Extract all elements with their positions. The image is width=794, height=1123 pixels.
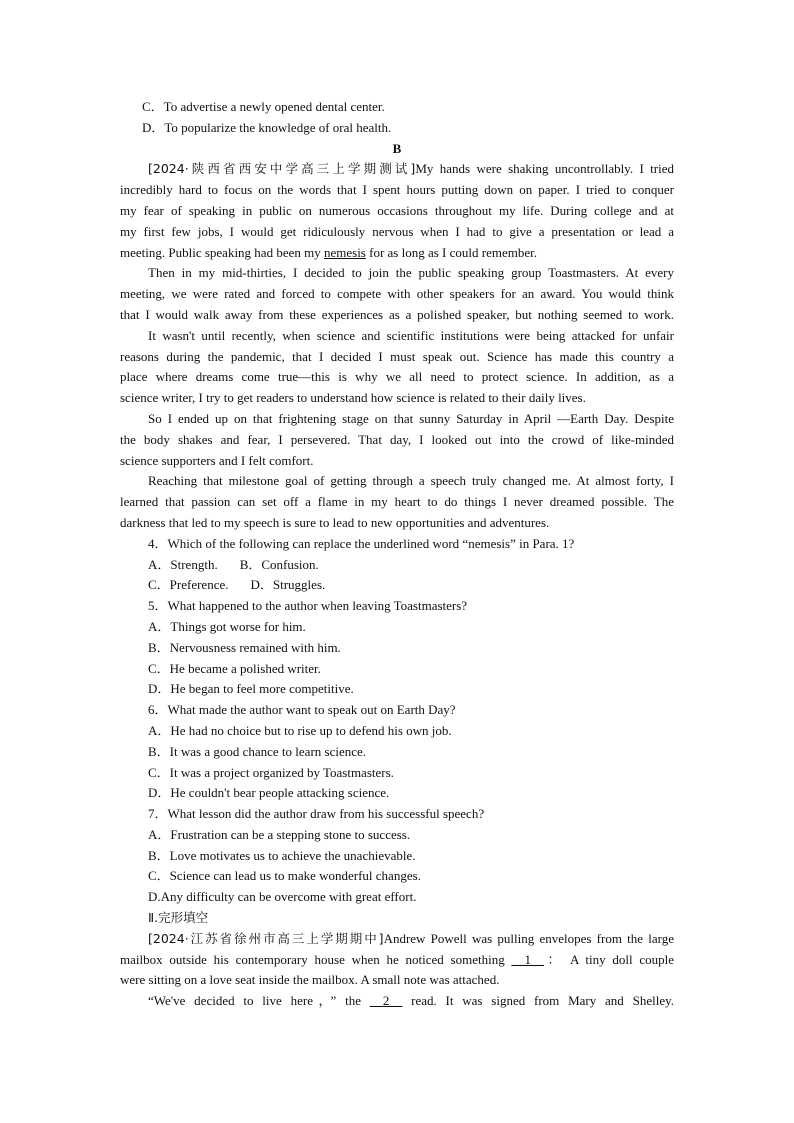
paragraph-2-line: Then in my mid-thirties, I decided to join the public speaking group Toastmasters. At every [148, 265, 674, 281]
section-b-heading: B [392, 140, 402, 156]
paragraph-1-line: [2024·陕西省西安中学高三上学期测试]My hands were shaking uncontrollably. I tried [148, 161, 674, 177]
question-stem: 6．What made the author want to speak out on Earth Day? [148, 702, 456, 718]
paragraph-4-line: science supporters and I felt comfort. [120, 452, 314, 468]
question-stem: 5．What happened to the author when leaving Toastmasters? [148, 598, 468, 614]
cloze-line: were sitting on a love seat inside the mailbox. A small note was attached. [120, 972, 500, 988]
cloze-line: “We've decided to live here，” the __2__ read. It was signed from Mary and Shelley. [148, 993, 674, 1009]
paragraph-5-line: darkness that led to my speech is sure to lead to new opportunities and adventures. [120, 514, 550, 530]
cloze-line: mailbox outside his contemporary house when he noticed something __1__： A tiny doll couple [120, 951, 674, 967]
paragraph-1-line: incredibly hard to focus on the words that I spent hours putting down on paper. I tried to conquer [120, 182, 674, 198]
option-line: C．He became a polished writer. [148, 660, 321, 676]
option-line: D．To popularize the knowledge of oral health. [142, 119, 392, 135]
question-stem: 7．What lesson did the author draw from his successful speech? [148, 806, 485, 822]
option-line: A．He had no choice but to rise up to defend his own job. [148, 722, 452, 738]
paragraph-1-line: my fear of speaking in public on numerous occasions throughout my life. During college and at [120, 202, 674, 218]
option-line: B．Nervousness remained with him. [148, 639, 341, 655]
document-page [120, 97, 674, 1012]
cloze-blank-2: __2__ [369, 993, 403, 1009]
paragraph-4-line: So I ended up on that frightening stage on that sunny Saturday in April —Earth Day. Despite [148, 410, 674, 426]
option-line: C．Science can lead us to make wonderful changes. [148, 868, 421, 884]
option-line: D．He couldn't bear people attacking science. [148, 785, 390, 801]
source-tag: [2024·江苏省徐州市高三上学期期中] [148, 930, 384, 946]
option-line: B．It was a good chance to learn science. [148, 743, 367, 759]
option-line: C．To advertise a newly opened dental center. [142, 99, 385, 114]
paragraph-1-line: meeting. Public speaking had been my nemesis for as long as I could remember. [120, 244, 537, 260]
paragraph-5-line: learned that passion can set off a flame in my heart to do things I never dreamed possible. The [120, 494, 674, 510]
source-tag: [2024·陕西省西安中学高三上学期测试] [148, 161, 416, 177]
option-line: A．Things got worse for him. [148, 618, 306, 634]
option-line: B．Love motivates us to achieve the unachievable. [148, 847, 416, 863]
option-line: C．It was a project organized by Toastmasters. [148, 764, 394, 780]
paragraph-3-line: place where dreams come true—this is why we all need to protect science. In addition, as a [120, 369, 674, 385]
question-stem: 4．Which of the following can replace the underlined word “nemesis” in Para. 1? [148, 535, 575, 551]
option-line: C．Preference. D．Struggles. [148, 577, 326, 593]
paragraph-4-line: the body shakes and fear, I persevered. That day, I looked out into the crowd of like-minded [120, 431, 674, 447]
cloze-blank-1: __1__ [511, 951, 544, 967]
paragraph-3-line: It wasn't until recently, when science and scientific institutions were being attacked for unfair [148, 327, 674, 343]
paragraph-3-line: science writer, I try to get readers to understand how science is related to their daily lives. [120, 390, 586, 406]
cloze-line: [2024·江苏省徐州市高三上学期期中]Andrew Powell was pulling envelopes from the large [148, 930, 674, 946]
paragraph-3-line: reasons during the pandemic, that I decided I must speak out. Science has made this country a [120, 348, 674, 364]
option-line: D．He began to feel more competitive. [148, 681, 354, 697]
paragraph-5-line: Reaching that milestone goal of getting through a speech truly changed me. At almost forty, I [148, 473, 674, 489]
underlined-word: nemesis [323, 244, 366, 260]
option-line: D.Any difficulty can be overcome with great effort. [148, 889, 417, 905]
paragraph-2-line: that I would walk away from these experiences as a polished speaker, but nothing seemed to work. [120, 306, 674, 322]
paragraph-1-line: my first few jobs, I would get ridiculously nervous when I had to give a presentation or lead a [120, 223, 674, 239]
option-line: A．Strength. B．Confusion. [148, 556, 319, 572]
option-line: A．Frustration can be a stepping stone to success. [148, 826, 411, 842]
paragraph-2-line: meeting, we were rated and forced to compete with other speakers for an award. You would think [120, 286, 674, 302]
cloze-section-heading: Ⅱ.完形填空 [148, 910, 209, 926]
